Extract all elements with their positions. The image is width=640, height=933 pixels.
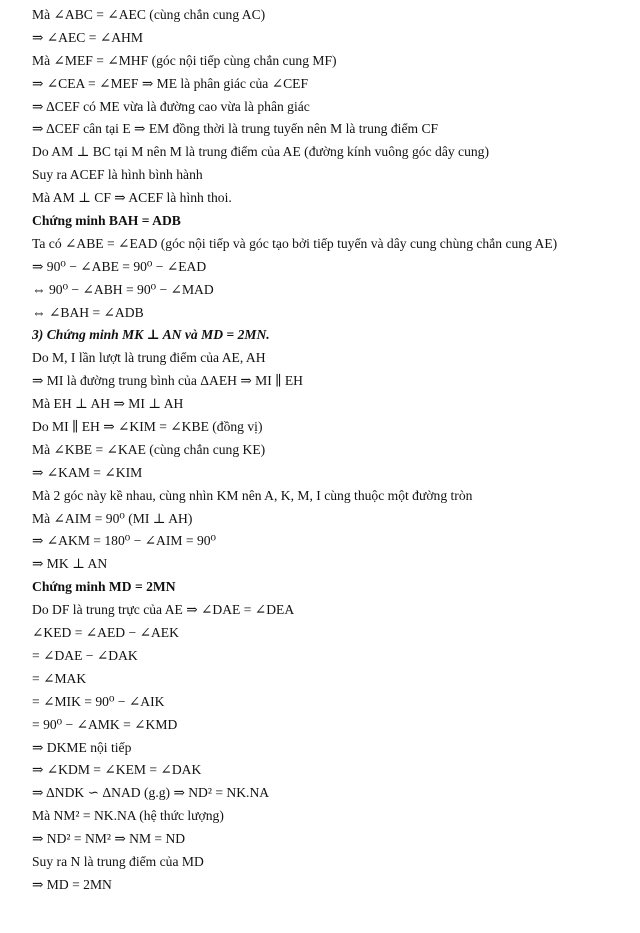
text-line: Mà NM² = NK.NA (hệ thức lượng) (32, 808, 224, 824)
text-line: = 90⁰ − ∠AMK = ∠KMD (32, 716, 178, 732)
text-line: ⇒ ND² = NM² ⇒ NM = ND (32, 831, 186, 847)
text-line: ⇒ ∠CEA = ∠MEF ⇒ ME là phân giác của ∠CEF (32, 75, 309, 91)
text-line: ⇒ MD = 2MN (32, 876, 112, 892)
text-line: Mà 2 góc này kề nhau, cùng nhìn KM nên A, K, M, I cùng thuộc một đường tròn (32, 487, 473, 503)
text-line: ⇔ ∠BAH = ∠ADB (32, 304, 144, 320)
text-line: ⇒ ∠AKM = 180⁰ − ∠AIM = 90⁰ (32, 533, 216, 549)
text-line: Do AM ⊥ BC tại M nên M là trung điểm của AE (đường kính vuông góc dây cung) (32, 144, 489, 160)
text-line: Do DF là trung trực của AE ⇒ ∠DAE = ∠DEA (32, 602, 295, 618)
text-line: Do MI ∥ EH ⇒ ∠KIM = ∠KBE (đồng vị) (32, 419, 263, 435)
text-line: Mà EH ⊥ AH ⇒ MI ⊥ AH (32, 396, 184, 412)
text-line: Mà AM ⊥ CF ⇒ ACEF là hình thoi. (32, 190, 232, 206)
text-line: Mà ∠MEF = ∠MHF (góc nội tiếp cùng chắn cung MF) (32, 52, 337, 68)
text-line: = ∠MIK = 90⁰ − ∠AIK (32, 693, 165, 709)
text-line: Suy ra N là trung điểm của MD (32, 853, 204, 869)
text-line: 3) Chứng minh MK ⊥ AN và MD = 2MN. (32, 327, 270, 343)
text-line: Chứng minh BAH = ADB (32, 213, 181, 229)
text-line: ⇒ DKME nội tiếp (32, 739, 132, 755)
text-line: ⇒ ∠AEC = ∠AHM (32, 29, 143, 45)
text-line: ⇒ MI là đường trung bình của ΔAEH ⇒ MI ∥ EH (32, 373, 303, 389)
text-line: ⇒ 90⁰ − ∠ABE = 90⁰ − ∠EAD (32, 258, 207, 274)
text-line: ⇒ ΔCEF có ME vừa là đường cao vừa là phân giác (32, 98, 310, 114)
text-line: = ∠MAK (32, 670, 87, 686)
text-line: ∠KED = ∠AED − ∠AEK (32, 625, 179, 641)
text-line: Chứng minh MD = 2MN (32, 579, 176, 595)
text-line: Mà ∠AIM = 90⁰ (MI ⊥ AH) (32, 510, 193, 526)
text-line: = ∠DAE − ∠DAK (32, 647, 138, 663)
text-line: Mà ∠KBE = ∠KAE (cùng chắn cung KE) (32, 441, 266, 457)
text-line: Do M, I lần lượt là trung điểm của AE, AH (32, 350, 266, 366)
text-line: ⇒ ΔCEF cân tại E ⇒ EM đồng thời là trung tuyến nên M là trung điểm CF (32, 121, 439, 137)
text-line: ⇒ ∠KDM = ∠KEM = ∠DAK (32, 762, 202, 778)
text-line: ⇔ 90⁰ − ∠ABH = 90⁰ − ∠MAD (32, 281, 214, 297)
text-line: Mà ∠ABC = ∠AEC (cùng chắn cung AC) (32, 7, 266, 22)
text-line: ⇒ MK ⊥ AN (32, 556, 108, 572)
text-line: ⇒ ∠KAM = ∠KIM (32, 464, 143, 480)
text-line: ⇒ ΔNDK ∽ ΔNAD (g.g) ⇒ ND² = NK.NA (32, 785, 270, 801)
text-line: Suy ra ACEF là hình bình hành (32, 167, 203, 183)
text-line: Ta có ∠ABE = ∠EAD (góc nội tiếp và góc tạo bởi tiếp tuyến và dây cung chùng chắn cung AE) (32, 235, 558, 251)
